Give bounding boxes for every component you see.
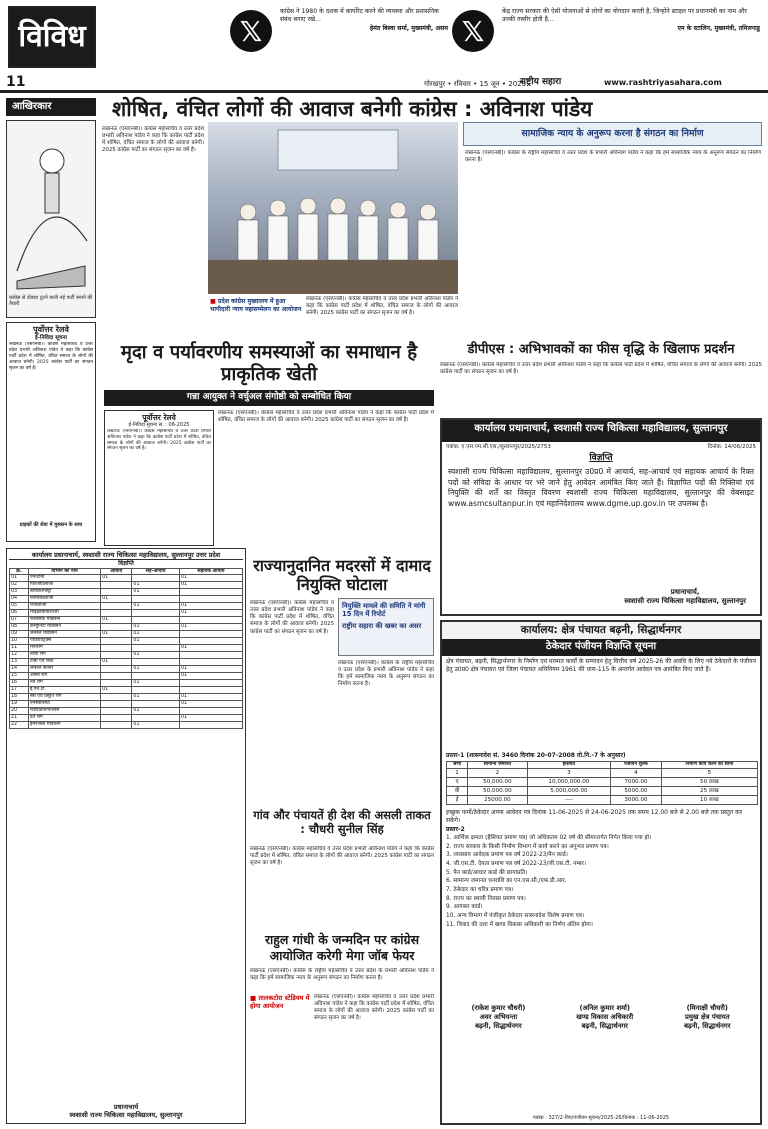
table-row [10,666,243,673]
table-cell: 03 [10,589,29,596]
table-cell: 01 [179,715,242,722]
table-cell [101,701,132,708]
table-row [10,680,243,687]
table-row [10,575,243,582]
signer-role: अवर अभियन्ता [479,1012,518,1021]
headline-panchayat: गांव और पंचायतें ही देश की असली ताकत : चौधरी सुनील सिंह [253,808,431,837]
table-cell [132,610,180,617]
table-cell: 01 [132,603,180,610]
table-cell: 08 [10,624,29,631]
table-cell [101,610,132,617]
signer-place: बढ़नी, सिद्धार्थनगर [581,1021,628,1030]
table-cell: 10 लाख [661,796,757,805]
railway-body: लखनऊ (एसएनबी)। कांग्रेस महासचिव व उत्तर प्रदेश प्रभारी अविनाश पांडेय ने कहा कि कांग्रेस पार्टी प्रदेश में शोषित, वंचित समाज के लोगों की आवाज बनेगी। 2025 कांग्रेस पार्टी का संगठन सृजन का वर्ष है। [9,341,93,372]
table-row [10,596,243,603]
contractor-table [446,761,758,805]
condition-item: 1. आर्थिक क्षमता (हैसियत प्रमाण पत्र) जो अधिकतम 02 वर्ष की सीमान्तर्गत निर्गत किया गया हो। [446,834,652,841]
table-cell: 01 [132,624,180,631]
table-cell: 50,000.00 [468,778,528,787]
table-cell: 17 [10,687,29,694]
notice-signature: प्रधानाचार्य, स्वशासी राज्य चिकित्सा महाविद्यालय, सुल्तानपुर [624,587,746,605]
table-cell [179,617,242,624]
condition-item: 7. ठेकेदार का चरित्र प्रमाण पत्र। [446,886,514,893]
table-cell: 01 [179,575,242,582]
table-cell [179,638,242,645]
notice-vacancy-table: कार्यालय प्रधानाचार्य, स्वशासी राज्य चिकित्सा महाविद्यालय, सुल्तानपुर उत्तर प्रदेश विज्ञप्ति क्र. विभाग का नाम आचार्य सह-आचार्य सहायक आचार्य 01 एनाटॉमी 01 01 02 फिजियोलॉजी 01 01 03 बायोकेमिस्ट्री 01 04 फार्माकोलॉजी 01 05 पैथोलॉजी 01 01 06 माइक्रोबायोलॉजी 01 07 फॉरेंसिक मेडिसिन 01 08 कम्युनिटी मेडिसिन 01 01 09 जनरल मेडिसिन 01 01 10 पीडियाट्रिक्स 01 11 मनोरोग 01 12 त्वचा रोग 01 13 टीबी एवं चेस्ट 01 14 जनरल सर्जरी 01 01 15 अस्थि रोग 01 16 नेत्र रोग 01 17 ई.एन.टी. 01 18 स्त्री एवं प्रसूति रोग 01 01 19 एनेस्थीसिया 01 20 रेडियोडायग्नोसिस 01 21 दंत रोग 01 22 इमरजेंसी मेडिसिन 01 प्रधानाचार्य स्वशासी राज्य चिकित्सा महाविद्यालय, सुल्तानपुर [6,548,246,1124]
right-body: लखनऊ (एसएनबी)। कांग्रेस के राष्ट्रीय महासचिव व उत्तर प्रदेश के प्रभारी अविनाश पांडेय ने कहा कि हमें सामाजिक न्याय के अनुरूप संगठन का निर्माण करना है। [465,150,761,164]
conditions-list [442,834,760,1002]
table-cell: दंत रोग [29,715,101,722]
table-cell: 01 [132,582,180,589]
dateline: गोरखपुर • रविवार • 15 जून • 2025 [424,80,527,88]
table-cell: 01 [132,652,180,659]
signer-place: बढ़नी, सिद्धार्थनगर [475,1021,522,1030]
job-fair-body-2: लखनऊ (एसएनबी)। कांग्रेस महासचिव व उत्तर प्रदेश प्रभारी अविनाश पांडेय ने कहा कि कांग्रेस पार्टी प्रदेश में शोषित, वंचित समाज के लोगों की आवाज बनेगी। 2025 कांग्रेस पार्टी का संगठन सृजन का वर्ष है। [314,994,434,1022]
table-cell [179,687,242,694]
table-cell: ई.एन.टी. [29,687,101,694]
event-photo [208,122,458,294]
condition-item: 10. अन्य विभाग में पंजीकृत ठेकेदार सासनादेश विशेष प्रमाण पत्र। [446,913,585,920]
signer [684,1004,730,1030]
table-cell: 01 [132,680,180,687]
table-cell [101,708,132,715]
railway-tender-1 [6,322,96,542]
table-cell: फॉरेंसिक मेडिसिन [29,617,101,624]
headline-natural-farming: मृदा व पर्यावरणीय समस्याओं का समाधान है प्राकृतिक खेती [120,342,418,385]
table-cell [101,603,132,610]
table-cell: त्वचा रोग [29,652,101,659]
table-cell [101,645,132,652]
table-cell: 06 [10,610,29,617]
website[interactable]: www.rashtriyasahara.com [604,78,722,87]
condition-item: 4. जी.एस.टी. देयता प्रमाण पत्र वर्ष 2022-23/जी.एस.टी. नम्बर। [446,860,587,867]
table-cell: 7000.00 [611,778,662,787]
table-cell [101,680,132,687]
table-header-cell: पंजीयन शुल्क [611,762,662,769]
table-cell: ---- [527,796,610,805]
table-cell: इमरजेंसी मेडिसिन [29,722,101,729]
table-cell: 01 [179,694,242,701]
table-cell: 01 [132,631,180,638]
table-cell [179,680,242,687]
table-cell: 5 [661,769,757,778]
table-row [10,722,243,729]
table-cell [132,687,180,694]
table-row [10,687,243,694]
lead-caption: ■ प्रदेश कांग्रेस मुख्यालय में हुआ भागीदारी न्याय महासम्मेलन का आयोजन [210,298,302,313]
headline-job-fair: राहुल गांधी के जन्मदिन पर कांग्रेस आयोजित करेगी मेगा जॉब फेयर [264,932,420,963]
table-header-cell: सह-आचार्य [132,568,180,575]
quote-2: केंद्र राज्य सरकार की ऐसी योजनाओं से लोगों का योगदान करती है, जिन्होंने स्टाइल पर प्रधानमंत्री का नाम और उनकी तस्वीर होती है... एम के स्टालिन, मुख्यमंत्री, तमिलनाडु [502,8,760,32]
table-row [10,708,243,715]
table-cell: मनोरोग [29,645,101,652]
table-cell: नेत्र रोग [29,680,101,687]
table-cell [179,589,242,596]
table-cell: 10 [10,638,29,645]
pullquote-3: ■ तालकटोरा स्टेडियम में होगा आयोजन [250,994,310,1011]
table-row [10,603,243,610]
signer-name: (राकेश कुमार चौधरी) [471,1003,526,1012]
table-cell: 01 [101,687,132,694]
notice-contractor: कार्यालय: क्षेत्र पंचायत बढ़नी, सिद्धार्थनगर ठेकेदार पंजीयन विज्ञप्ति सूचना क्षेत्र पंचायत, बढ़नी, सिद्धार्थनगर के निर्माण एवं मरम्मत कार्यों के सम्पादन हेतु वित्तीय वर्ष 2025-26 की अवधि के लिए नये ठेकेदारों के पंजीयन हेतु उ0प्र0 क्षेत्र पंचायत एवं जिला पंचायत अधिनियम 1961 की धारा-115 के अन्तर्गत आवेदन पत्र आमंत्रित किए जाते हैं। प्रस्तर-1 (शासनादेश सं. 3460 दिनांक 20-07-2008 तो.नि.-7 के अनुसार) श्रेणी सामान्य जमानत हैसियत पंजीयन शुल्क निर्माण कार्य करने की सीमा 1 2 3 4 5 ए 50,000.00 10,000,000.00 7000.00 50 लाख बी 50,000.00 5,000,000.00 5000.00 25 लाख ई 25000.00 ---- 3000.00 10 लाख इच्छुक फर्मो/ठेकेदार अपना आवेदन पत्र दिनांक 11-06-2025 से 24-06-2025 तक समय 12.00 बजे से 2.00 बजे तक प्रस्तुत कर सकेंगे। प्रस्तर-2 1. आर्थिक क्षमता (हैसियत प्रमाण पत्र) जो अधिकतम 02 वर्ष की सीमान्तर्गत निर्गत किया गया हो। 2. राज्य सरकार के किसी निर्माण विभाग में कार्य करने का अनुभव प्रमाण पत्र। 3. व्यवसाय आवेदक प्रमाण पत्र वर्ष 2022-23/पैन कार्ड। 4. जी.एस.टी. देयता प्रमाण पत्र वर्ष 2022-23/जी.एस.टी. नम्बर। 5. पैन कार्ड/आधार कार्ड की छायाप्रति। 6. सामान्य जमानत धनराशि का एन.एस.सी./एफ.डी.आर. 7. ठेकेदार का चरित्र प्रमाण पत्र। 8. राज्य का स्थायी निवास प्रमाण पत्र। 9. आयकर कार्ड। 10. अन्य विभाग में पंजीकृत ठेकेदार सासनादेश विशेष प्रमाण पत्र। 11. विवाद की दशा में खण्ड विकास अधिकारी का निर्णय अंतिम होगा। (राकेश कुमार चौधरी) अवर अभियन्ता बढ़नी, सिद्धार्थनगर (अनिल कुमार शर्मा) खण्ड विकास अधिकारी बढ़नी, सिद्धार्थनगर (मिनाक्षी चौधरी) प्रमुख क्षेत्र पंचायत बढ़नी, सिद्धार्थनगर पत्रांक : 327/2-विप/पंजीयन सूचना/2025-26/दिनांक : 11-06-2025 [440,620,762,1125]
madrasa-body-1: लखनऊ (एसएनबी)। कांग्रेस महासचिव व उत्तर प्रदेश प्रभारी अविनाश पांडेय ने कहा कि कांग्रेस पार्टी प्रदेश में शोषित, वंचित समाज के लोगों की आवाज बनेगी। 2025 कांग्रेस पार्टी का संगठन सृजन का वर्ष है। [250,600,334,635]
table-cell: 04 [10,596,29,603]
table-cell [101,722,132,729]
table-cell [179,659,242,666]
table-cell: 05 [10,603,29,610]
table-cell [132,617,180,624]
table-cell: 4 [611,769,662,778]
table-cell: 01 [179,666,242,673]
headline-dps: डीपीएस : अभिभावकों का फीस वृद्धि के खिलाफ प्रदर्शन [467,342,735,357]
table-cell: 01 [179,645,242,652]
table-cell [132,715,180,722]
table-cell: फार्माकोलॉजी [29,596,101,603]
table-cell: 3 [527,769,610,778]
table-cell: बी [447,787,468,796]
table-cell [101,624,132,631]
condition-item: 8. राज्य का स्थायी निवास प्रमाण पत्र। [446,895,526,902]
table-row [10,694,243,701]
table-cell: 14 [10,666,29,673]
table-cell: माइक्रोबायोलॉजी [29,610,101,617]
table-cell [101,652,132,659]
table-cell: 07 [10,617,29,624]
table-cell: कम्युनिटी मेडिसिन [29,624,101,631]
table-cell [132,575,180,582]
lead-body: लखनऊ (एसएनबी)। कांग्रेस महासचिव व उत्तर प्रदेश प्रभारी अविनाश पांडेय ने कहा कि कांग्रेस पार्टी प्रदेश में शोषित, वंचित समाज के लोगों की आवाज बनेगी। 2025 कांग्रेस पार्टी का संगठन सृजन का वर्ष है। [102,126,204,154]
table-cell: 01 [132,722,180,729]
table-cell: 1 [447,769,468,778]
table-cell: 01 [179,610,242,617]
table-cell: 01 [132,708,180,715]
vacancy-footer: प्रधानाचार्य स्वशासी राज्य चिकित्सा महाविद्यालय, सुल्तानपुर [69,1102,183,1119]
headline-madrasa: राज्यानुदानित मदरसों में दामाद नियुक्ति घोटाला [253,556,431,595]
table-header-cell: हैसियत [527,762,610,769]
table-cell: 01 [132,694,180,701]
table-header-cell: आचार्य [101,568,132,575]
table-cell [132,645,180,652]
signer-place: बढ़नी, सिद्धार्थनगर [684,1021,731,1030]
table-cell [101,582,132,589]
condition-item: 2. राज्य सरकार के किसी निर्माण विभाग में कार्य करने का अनुभव प्रमाण पत्र। [446,843,609,850]
subhead-natural-farming: गन्ना आयुक्त ने वर्चुअल संगोष्ठी को सम्बोधित किया [104,390,434,406]
table-row [10,617,243,624]
table-cell: 01 [10,575,29,582]
table-row [447,796,758,805]
condition-item: 9. आयकर कार्ड। [446,904,483,911]
table-cell: 01 [179,582,242,589]
railway-title: पूर्वोत्तर रेलवे [33,325,69,334]
table-cell: फिजियोलॉजी [29,582,101,589]
table-cell: 02 [10,582,29,589]
table-header-cell: क्र. [10,568,29,575]
column-label: आखिरकार [6,98,96,116]
table-cell: 01 [101,575,132,582]
notice-heading: विज्ञप्ति [589,452,613,463]
condition-item: 5. पैन कार्ड/आधार कार्ड की छायाप्रति। [446,869,528,876]
signer-role: प्रमुख क्षेत्र पंचायत [685,1012,730,1021]
signer-name: (अनिल कुमार शर्मा) [579,1003,631,1012]
table-cell: 01 [179,701,242,708]
table-cell: एनेस्थीसिया [29,701,101,708]
table-cell: पीडियाट्रिक्स [29,638,101,645]
table-cell: 01 [101,596,132,603]
cartoon [6,120,96,318]
table-cell: 50,000.00 [468,787,528,796]
masthead-rule [0,90,768,93]
table-cell [101,673,132,680]
table-cell: पैथोलॉजी [29,603,101,610]
table-cell [179,652,242,659]
table-cell: 2 [468,769,528,778]
table-cell: 25 लाख [661,787,757,796]
table-cell: 01 [179,603,242,610]
railway-tender-2: पूर्वोत्तर रेलवे ई-निविदा सूचना सं. : 06-2025 लखनऊ (एसएनबी)। कांग्रेस महासचिव व उत्तर प्रदेश प्रभारी अविनाश पांडेय ने कहा कि कांग्रेस पार्टी प्रदेश में शोषित, वंचित समाज के लोगों की आवाज बनेगी। 2025 कांग्रेस पार्टी का संगठन सृजन का वर्ष है। [104,410,214,546]
table-row [10,715,243,722]
table-cell [101,666,132,673]
railway-subtitle: ई-निविदा सूचना [35,335,67,341]
table-row [10,610,243,617]
condition-item: 6. सामान्य जमानत धनराशि का एन.एस.सी./एफ.डी.आर. [446,878,567,885]
table-cell [179,708,242,715]
dps-body: लखनऊ (एसएनबी)। कांग्रेस महासचिव व उत्तर प्रदेश प्रभारी अविनाश पांडेय ने कहा कि कांग्रेस पार्टी प्रदेश में शोषित, वंचित समाज के लोगों की आवाज बनेगी। 2025 कांग्रेस पार्टी का संगठन सृजन का वर्ष है। [440,362,762,376]
table-cell: 01 [132,666,180,673]
table-row [10,624,243,631]
table-cell [179,596,242,603]
table-cell: 01 [101,659,132,666]
table-cell: 01 [101,617,132,624]
table-cell [132,673,180,680]
table-cell: 01 [132,589,180,596]
table-cell: 10,000,000.00 [527,778,610,787]
table-header-cell: विभाग का नाम [29,568,101,575]
table-row [10,673,243,680]
table-row [447,778,758,787]
table-cell [101,715,132,722]
x-logo-icon-2: 𝕏 [452,10,494,52]
cartoon-caption: कांग्रेस से दोबारा टूटने वाली नई पार्टी बनाने की तैयारी [9,294,93,307]
table-row [10,589,243,596]
main-headline: शोषित, वंचित लोगों की आवाज बनेगी कांग्रेस : अविनाश पांडेय [112,97,593,121]
signer [471,1004,525,1030]
table-header-cell: सहायक आचार्य [179,568,242,575]
table-row [447,769,758,778]
notice-body: स्वशासी राज्य चिकित्सा महाविद्यालय, सुल्तानपुर उ0प्र0 में आचार्य, सह-आचार्य एवं सहायक आचार्य के रिक्त पदों को संविदा के आधार पर भरे जाने हेतु आवेदन आमंत्रित किए जाते हैं। विज्ञापित पदों की रिक्तियां एवं नियुक्ति की शर्तें का विस्तृत विवरण स्वशासी राज्य चिकित्सा महाविद्यालय, सुल्तानपुर की वेबसाइट www.asmcsultanpur.in एवं महानिदेशालय www.dgme.up.gov.in पर उपलब्ध है। [448,467,754,508]
pullquote-1: नियुक्ति मामले की समिति ने मांगी 15 दिन में रिपोर्ट राष्ट्रीय सहारा की खबर का असर [338,598,434,656]
table-cell [101,589,132,596]
quote-1: कांग्रेस ने 1980 के दशक में कार्पोरेट करने की व्यवस्था और प्रशासनिक संबंध बनाए रखे... हेमंत बिस्वा सर्मा, मुख्यमंत्री, असम [280,8,448,32]
table-cell [101,694,132,701]
table-cell [101,638,132,645]
table-cell [179,722,242,729]
table-cell: 12 [10,652,29,659]
table-row [10,631,243,638]
right-headline: सामाजिक न्याय के अनुरूप करना है संगठन का निर्माण [463,122,762,146]
table-cell: 5,000,000.00 [527,787,610,796]
table-cell: 20 [10,708,29,715]
condition-item: 11. विवाद की दशा में खण्ड विकास अधिकारी का निर्णय अंतिम होगा। [446,921,593,928]
notice-title: कार्यालय प्रधानाचार्य, स्वशासी राज्य चिकित्सा महाविद्यालय, सुल्तानपुर [442,420,760,442]
signers [442,1002,760,1032]
table-cell: 5000.00 [611,787,662,796]
table-cell: 19 [10,701,29,708]
table-cell: अस्थि रोग [29,673,101,680]
table-cell: 25000.00 [468,796,528,805]
pull-bullet-icon: ■ [250,994,259,1002]
table-row [10,638,243,645]
table-cell: 21 [10,715,29,722]
table-row [10,652,243,659]
table-cell: ई [447,796,468,805]
notice-medical-college [440,418,762,616]
table-cell: एनाटॉमी [29,575,101,582]
table-cell: 11 [10,645,29,652]
table-cell: स्त्री एवं प्रसूति रोग [29,694,101,701]
table-cell: टीबी एवं चेस्ट [29,659,101,666]
table-row [10,645,243,652]
page-number: 11 [6,74,26,90]
table-row [10,701,243,708]
job-fair-body-1: लखनऊ (एसएनबी)। कांग्रेस के राष्ट्रीय महासचिव व उत्तर प्रदेश के प्रभारी अविनाश पांडेय ने कहा कि हमें सामाजिक न्याय के अनुरूप संगठन का निर्माण करना है। [250,968,434,982]
vacancy-table [9,568,243,730]
signer-role: खण्ड विकास अधिकारी [576,1012,634,1021]
table-cell [132,659,180,666]
panchayat-body: लखनऊ (एसएनबी)। कांग्रेस महासचिव व उत्तर प्रदेश प्रभारी अविनाश पांडेय ने कहा कि कांग्रेस पार्टी प्रदेश में शोषित, वंचित समाज के लोगों की आवाज बनेगी। 2025 कांग्रेस पार्टी का संगठन सृजन का वर्ष है। [250,846,434,867]
table-cell: 50 लाख [661,778,757,787]
lead-body-2: लखनऊ (एसएनबी)। कांग्रेस महासचिव व उत्तर प्रदेश प्रभारी अविनाश पांडेय ने कहा कि कांग्रेस पार्टी प्रदेश में शोषित, वंचित समाज के लोगों की आवाज बनेगी। 2025 कांग्रेस पार्टी का संगठन सृजन का वर्ष है। [306,296,458,317]
railway-footer: ग्राहकों की सेवा में मुस्कान के साथ [19,521,83,528]
table-cell [132,596,180,603]
table-cell: 09 [10,631,29,638]
signer-name: (मिनाक्षी चौधरी) [686,1003,728,1012]
table-cell: 16 [10,680,29,687]
table-cell [132,701,180,708]
table-cell: 18 [10,694,29,701]
table-cell: 13 [10,659,29,666]
table-cell: 01 [179,624,242,631]
signer [576,1004,633,1030]
notice-ref-row: पत्रांक: ए.एस.एम.सी.एस./सुल्तानपुर/2025/2753 दिनांक: 14/06/2025 [446,444,756,450]
brand-logo: राष्ट्रीय सहारा [520,77,562,87]
table-header-cell: श्रेणी [447,762,468,769]
table-row [10,659,243,666]
table-cell [179,631,242,638]
x-logo-icon: 𝕏 [230,10,272,52]
table-cell: 15 [10,673,29,680]
table-header-cell: निर्माण कार्य करने की सीमा [661,762,757,769]
table-header-cell: सामान्य जमानत [468,762,528,769]
table-cell: रेडियोडायग्नोसिस [29,708,101,715]
farming-body: लखनऊ (एसएनबी)। कांग्रेस महासचिव व उत्तर प्रदेश प्रभारी अविनाश पांडेय ने कहा कि कांग्रेस पार्टी प्रदेश में शोषित, वंचित समाज के लोगों की आवाज बनेगी। 2025 कांग्रेस पार्टी का संगठन सृजन का वर्ष है। [218,410,434,424]
table-row [10,582,243,589]
table-row [447,787,758,796]
caption-bullet-icon: ■ [210,298,219,305]
section-tag: विविध [8,6,96,68]
madrasa-body-2: लखनऊ (एसएनबी)। कांग्रेस के राष्ट्रीय महासचिव व उत्तर प्रदेश के प्रभारी अविनाश पांडेय ने कहा कि हमें सामाजिक न्याय के अनुरूप संगठन का निर्माण करना है। [338,660,434,688]
table-cell: ए [447,778,468,787]
table-cell: 01 [101,631,132,638]
table-cell: 3000.00 [611,796,662,805]
table-cell: जनरल मेडिसिन [29,631,101,638]
table-cell: 01 [132,638,180,645]
condition-item: 3. व्यवसाय आवेदक प्रमाण पत्र वर्ष 2022-23/पैन कार्ड। [446,852,568,859]
table-cell: 22 [10,722,29,729]
table-cell: जनरल सर्जरी [29,666,101,673]
table-cell: बायोकेमिस्ट्री [29,589,101,596]
table-cell: 01 [179,673,242,680]
